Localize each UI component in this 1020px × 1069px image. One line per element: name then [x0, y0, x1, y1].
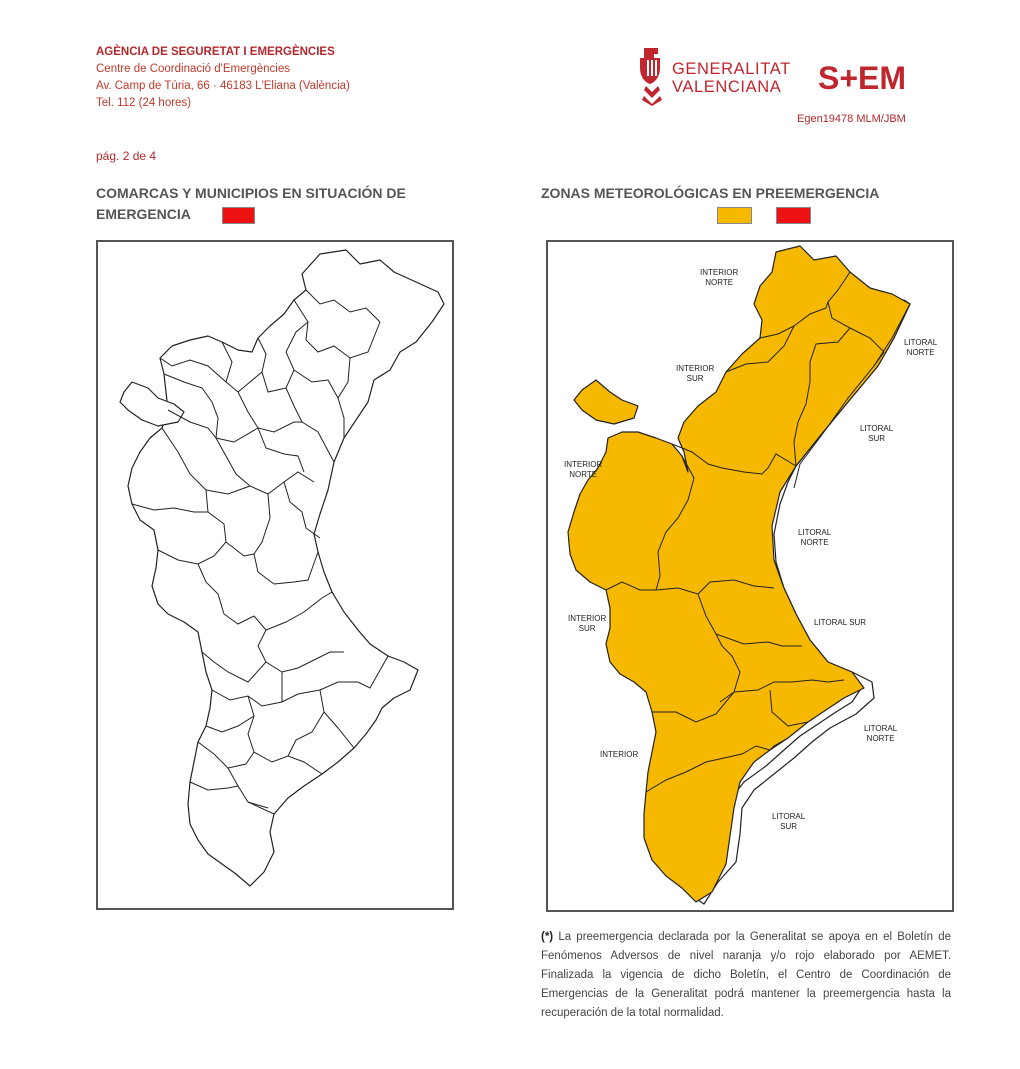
zonas-map — [546, 240, 954, 912]
zone-label-interior-norte-1: INTERIOR NORTE — [700, 268, 739, 287]
zone-label-litoral-sur-2: LITORAL SUR — [814, 618, 867, 627]
comarcas-map — [96, 240, 454, 910]
rincon-ademuz-zone — [574, 380, 638, 424]
right-section-title: ZONAS METEOROLÓGICAS EN PREEMERGENCIA — [541, 185, 880, 201]
zone-label-interior-sur-1: INTERIOR SUR — [676, 364, 715, 383]
footnote-text: La preemergencia declarada por la Generalitat se apoya en el Boletín de Fenómenos Adversos de nivel naranja y/o rojo elaborado por AEMET. Finalizada la vigencia de dicho Boletín, el Centro de Coordinación de Emergencias de la Generalitat podrá mantener la preemergencia hasta la recuperación de la total normalidad. — [541, 931, 951, 1019]
zone-label-litoral-norte-1: LITORAL NORTE — [904, 338, 938, 357]
zone-label-interior-norte-2: INTERIOR NORTE — [564, 460, 603, 479]
zone-label-interior: INTERIOR — [600, 750, 639, 759]
zone-label-interior-sur-2: INTERIOR SUR — [568, 614, 607, 633]
document-reference: Egen19478 MLM/JBM — [797, 113, 906, 125]
agency-info — [96, 44, 350, 112]
left-section-title: COMARCAS Y MUNICIPIOS EN SITUACIÓN DE EMERGENCIA — [96, 185, 406, 222]
zone-label-litoral-norte-2: LITORAL NORTE — [798, 528, 832, 547]
logo-gv-line1: GENERALITAT — [672, 60, 791, 78]
agency-name: AGÈNCIA DE SEGURETAT I EMERGÈNCIES — [96, 46, 335, 58]
footnote-marker: (*) — [541, 931, 554, 943]
page-number: pág. 2 de 4 — [96, 149, 157, 163]
left-red-swatch — [222, 207, 255, 224]
comarcas-map-svg — [98, 242, 452, 908]
agency-phone: Tel. 112 (24 hores) — [96, 97, 192, 109]
zone-label-litoral-sur-1: LITORAL SUR — [860, 424, 894, 443]
zonas-map-svg — [548, 242, 952, 910]
right-red-swatch — [776, 207, 811, 224]
generalitat-logo — [640, 44, 792, 106]
sem-logo-text: S+EM — [818, 60, 907, 96]
agency-center: Centre de Coordinació d'Emergències — [96, 63, 290, 75]
zone-label-litoral-norte-3: LITORAL NORTE — [864, 724, 898, 743]
footnote — [541, 928, 951, 1023]
sem-logo — [818, 58, 922, 96]
right-orange-swatch — [717, 207, 752, 224]
zone-label-litoral-sur-3: LITORAL SUR — [772, 812, 806, 831]
logo-gv-line2: VALENCIANA — [672, 78, 782, 96]
agency-address: Av. Camp de Túria, 66 · 46183 L'Eliana (València) — [96, 80, 350, 92]
region-outline — [128, 250, 444, 886]
generalitat-emblem-icon — [640, 44, 792, 106]
